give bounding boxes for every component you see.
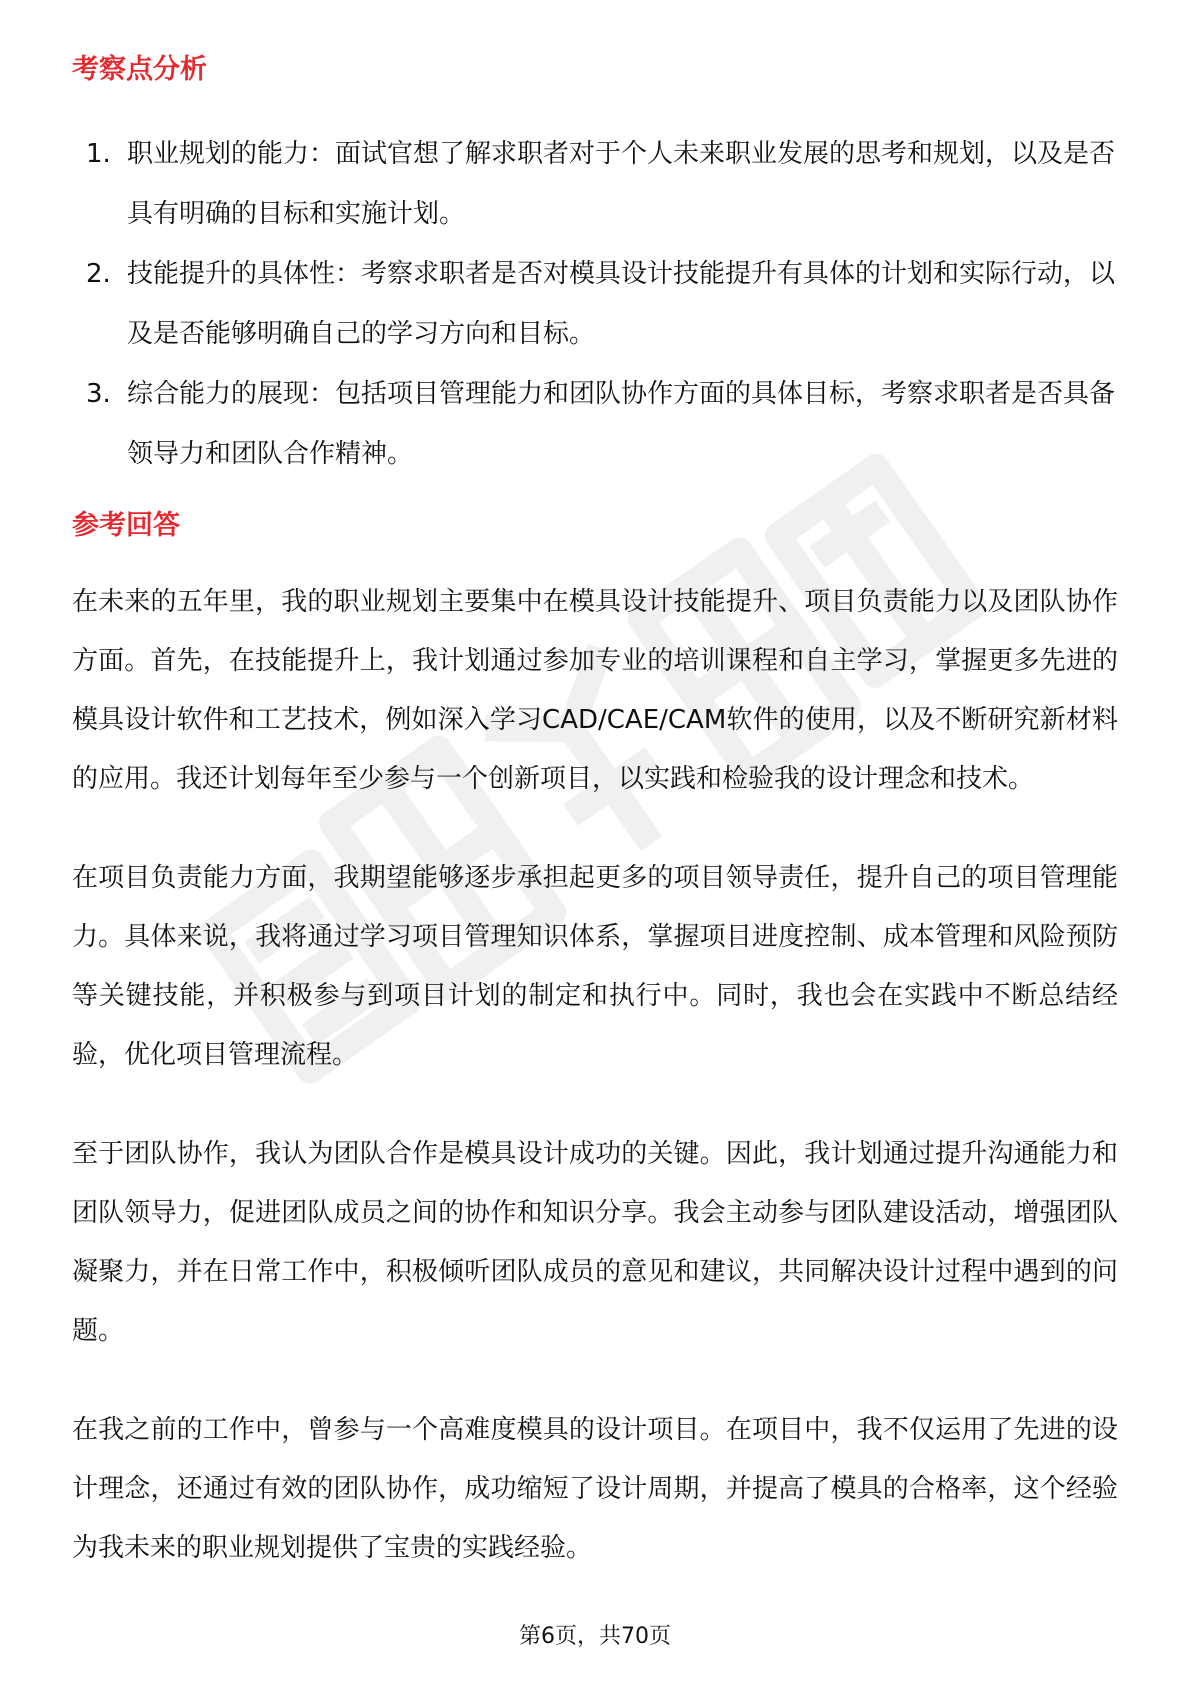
list-item-text: 技能提升的具体性：考察求职者是否对模具设计技能提升有具体的计划和实际行动，以及是否能够明确自己的学习方向和目标。	[127, 259, 1116, 349]
list-item-number: 2.	[86, 259, 111, 289]
answer-paragraph: 在我之前的工作中，曾参与一个高难度模具的设计项目。在项目中，我不仅运用了先进的设计理念，还通过有效的团队协作，成功缩短了设计周期，并提高了模具的合格率，这个经验为我未来的职业规划提供了宝贵的实践经验。	[72, 1415, 1118, 1563]
list-item-number: 3.	[86, 379, 111, 409]
analysis-list	[72, 124, 1118, 484]
page-number-footer: 第6页，共70页	[519, 1624, 671, 1649]
answer-paragraph: 在项目负责能力方面，我期望能够逐步承担起更多的项目领导责任，提升自己的项目管理能力。具体来说，我将通过学习项目管理知识体系，掌握项目进度控制、成本管理和风险预防等关键技能，并积极参与到项目计划的制定和执行中。同时，我也会在实践中不断总结经验，优化项目管理流程。	[72, 863, 1118, 1070]
analysis-heading: 考察点分析	[72, 54, 207, 85]
document-content	[72, 48, 1118, 1578]
list-item-text: 职业规划的能力：面试官想了解求职者对于个人未来职业发展的思考和规划，以及是否具有明确的目标和实施计划。	[127, 139, 1116, 229]
list-item	[72, 124, 1118, 244]
answer-heading: 参考回答	[72, 510, 180, 541]
answer-paragraph: 在未来的五年里，我的职业规划主要集中在模具设计技能提升、项目负责能力以及团队协作方面。首先，在技能提升上，我计划通过参加专业的培训课程和自主学习，掌握更多先进的模具设计软件和工艺技术，例如深入学习CAD/CAE/CAM软件的使用，以及不断研究新材料的应用。我还计划每年至少参与一个创新项目，以实践和检验我的设计理念和技术。	[72, 587, 1118, 794]
list-item	[72, 244, 1118, 364]
list-item-number: 1.	[86, 139, 111, 169]
answer-paragraph: 至于团队协作，我认为团队合作是模具设计成功的关键。因此，我计划通过提升沟通能力和团队领导力，促进团队成员之间的协作和知识分享。我会主动参与团队建设活动，增强团队凝聚力，并在日常工作中，积极倾听团队成员的意见和建议，共同解决设计过程中遇到的问题。	[72, 1139, 1118, 1346]
list-item	[72, 364, 1118, 484]
list-item-text: 综合能力的展现：包括项目管理能力和团队协作方面的具体目标，考察求职者是否具备领导力和团队合作精神。	[127, 379, 1116, 469]
